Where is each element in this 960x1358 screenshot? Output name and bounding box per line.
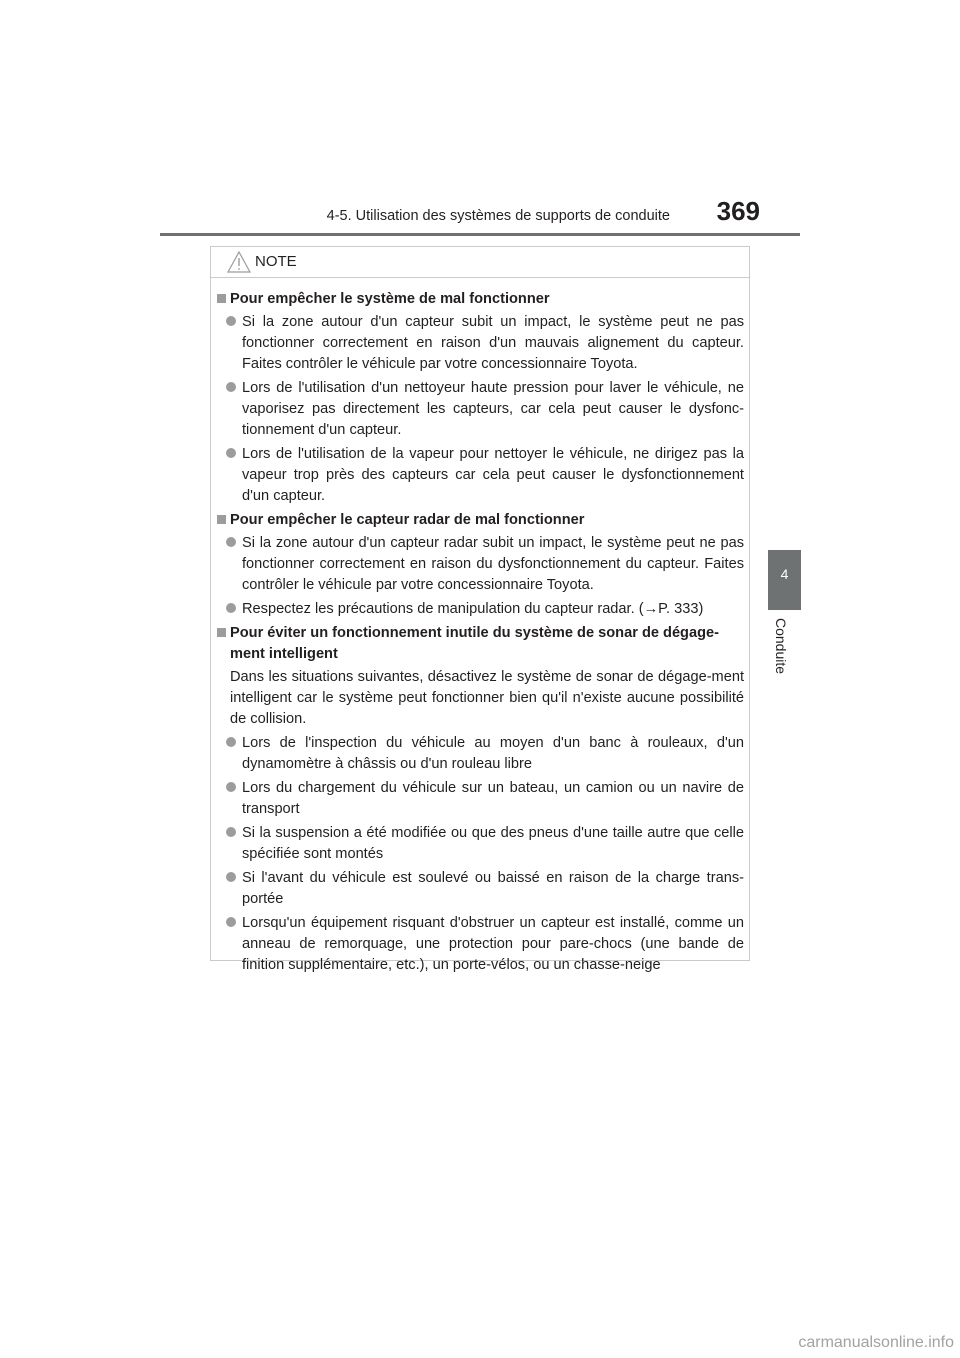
section-header-title: 4-5. Utilisation des systèmes de supports de conduite <box>326 208 670 224</box>
note-title: NOTE <box>255 253 297 270</box>
warning-triangle-icon <box>227 251 251 278</box>
list-item <box>217 823 744 865</box>
list-item <box>217 868 744 910</box>
bullet-icon <box>226 917 236 927</box>
section-heading-text: Pour empêcher le capteur radar de mal fonctionner <box>230 512 585 528</box>
list-item-text: Lors du chargement du véhicule sur un bateau, un camion ou un navire de transport <box>242 780 744 817</box>
header-rule <box>160 233 800 236</box>
section-heading <box>217 510 744 531</box>
list-item <box>217 778 744 820</box>
square-bullet-icon <box>217 294 226 303</box>
bullet-icon <box>226 737 236 747</box>
list-item <box>217 599 744 620</box>
list-item-text: Si la suspension a été modifiée ou que des pneus d'une taille autre que celle spécifiée sont montés <box>242 825 744 862</box>
bullet-icon <box>226 382 236 392</box>
bullet-icon <box>226 603 236 613</box>
bullet-icon <box>226 827 236 837</box>
page-number: 369 <box>716 196 760 226</box>
bullet-icon <box>226 448 236 458</box>
side-tab-number: 4 <box>780 566 789 582</box>
note-body <box>217 289 744 976</box>
list-item-text: Si la zone autour d'un capteur radar subit un impact, le système peut ne pas fonctionner correctement en raison du dysfonctionnement du capteur. Faites contrôler le véhicule par votre concessionnaire Toyota. <box>242 535 744 593</box>
section-heading <box>217 623 744 665</box>
list-item <box>217 533 744 596</box>
section-intro: Dans les situations suivantes, désactivez le système de sonar de dégage-ment intelligent car le système peut fonctionner bien qu'il n'existe aucune possibilité de collision. <box>230 669 744 727</box>
list-item <box>217 444 744 507</box>
bullet-icon <box>226 537 236 547</box>
square-bullet-icon <box>217 628 226 637</box>
list-item <box>217 378 744 441</box>
square-bullet-icon <box>217 515 226 524</box>
section-heading-text: Pour empêcher le système de mal fonctionner <box>230 291 550 307</box>
note-header <box>211 247 749 278</box>
list-item <box>217 913 744 976</box>
list-item <box>217 733 744 775</box>
list-item-text: Si l'avant du véhicule est soulevé ou baissé en raison de la charge trans-portée <box>242 870 744 907</box>
list-item <box>217 312 744 375</box>
list-item-text: Lors de l'inspection du véhicule au moyen d'un banc à rouleaux, d'un dynamomètre à châssis ou d'un rouleau libre <box>242 735 744 772</box>
section-heading-text: Pour éviter un fonctionnement inutile du système de sonar de dégage-ment intelligent <box>230 625 719 662</box>
list-item-text: Lors de l'utilisation de la vapeur pour nettoyer le véhicule, ne dirigez pas la vapeur trop près des capteurs car cela peut causer le dysfonctionnement d'un capteur. <box>242 446 744 504</box>
list-item-text: Lors de l'utilisation d'un nettoyeur haute pression pour laver le véhicule, ne vaporisez pas directement les capteurs, car cela peut causer le dysfonc-tionnement d'un capteur. <box>242 380 744 438</box>
watermark: carmanualsonline.info <box>798 1334 954 1351</box>
bullet-icon <box>226 782 236 792</box>
list-item-text: Lorsqu'un équipement risquant d'obstruer un capteur est installé, comme un anneau de remorquage, une protection pour pare-chocs (une bande de finition supplémentaire, etc.), un porte-vélos, ou un chasse-neige <box>242 915 744 973</box>
list-item-text: Si la zone autour d'un capteur subit un impact, le système peut ne pas fonctionner correctement en raison d'un mauvais alignement du capteur. Faites contrôler le véhicule par votre concessionnaire Toyota. <box>242 314 744 372</box>
note-box <box>210 246 750 973</box>
list-item-text: Respectez les précautions de manipulation du capteur radar. (→P. 333) <box>242 601 704 617</box>
side-tab-label: Conduite <box>773 618 789 675</box>
section-heading <box>217 289 744 310</box>
bullet-icon <box>226 316 236 326</box>
bullet-icon <box>226 872 236 882</box>
